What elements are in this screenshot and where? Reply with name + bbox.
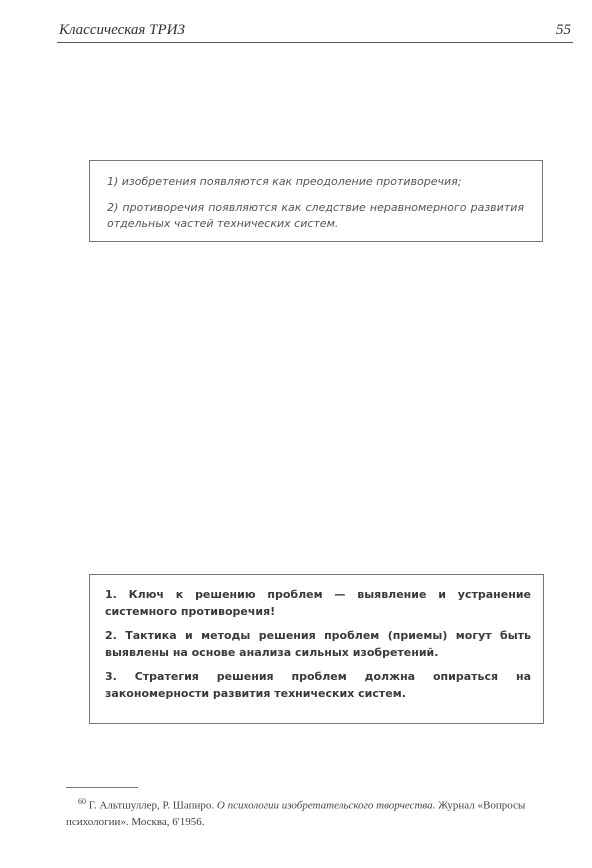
- footnote: [66, 794, 574, 830]
- page-number: 55: [556, 22, 571, 38]
- conclusion-item-1: 1. Ключ к решению проблем — выявление и устранение системного противоречия!: [105, 588, 531, 618]
- running-header-title: Классическая ТРИЗ: [59, 22, 185, 38]
- statement-item-2: 2) противоречия появляются как следствие неравномерного развития отдельных частей технических систем.: [107, 201, 524, 230]
- footnote-work-title: О психологии изобретательского творчества.: [216, 799, 436, 812]
- conclusions-box: [89, 574, 544, 724]
- conclusion-item-3: 3. Стратегия решения проблем должна опираться на закономерности развития технических систем.: [105, 670, 531, 700]
- statement-box: [89, 160, 543, 242]
- footnote-source: Журнал «Вопросы психологии». Москва, 6'1956.: [66, 799, 526, 828]
- footnote-authors: Г. Альтшуллер, Р. Шапиро.: [88, 799, 215, 812]
- running-header: [57, 20, 573, 43]
- footnote-number: 60: [78, 797, 86, 806]
- statement-item-1: 1) изобретения появляются как преодоление противоречия;: [107, 175, 462, 188]
- footnote-divider: [66, 787, 138, 788]
- conclusion-item-2: 2. Тактика и методы решения проблем (приемы) могут быть выявлены на основе анализа сильных изобретений.: [105, 629, 531, 659]
